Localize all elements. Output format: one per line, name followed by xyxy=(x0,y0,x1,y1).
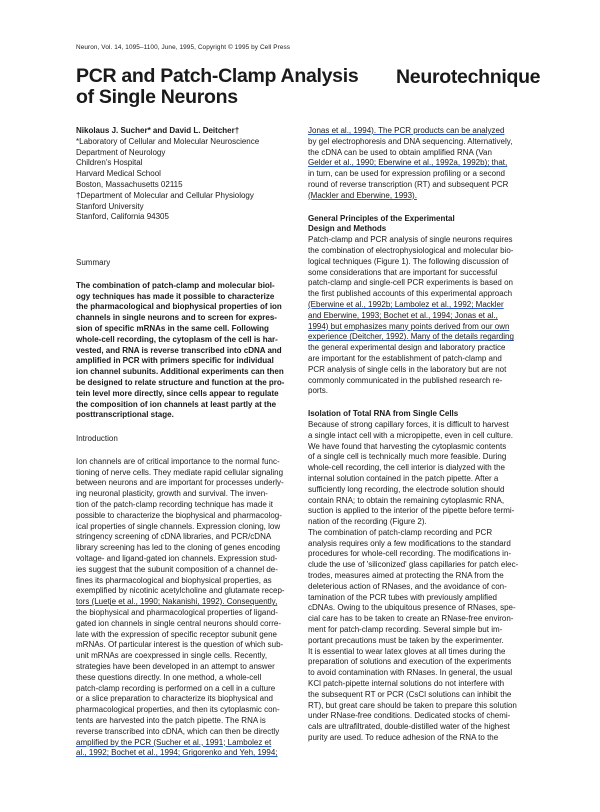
summary-heading: Summary xyxy=(76,258,111,267)
isolation-text xyxy=(308,420,528,744)
summary-line: channels in single neurons and to screen for expres- xyxy=(76,313,277,323)
principles-line: logical techniques (Figure 1). The following discussion of xyxy=(308,256,509,266)
isolation-line: analysis requires only a few modifications to the standard xyxy=(308,538,511,548)
isolation-line: sufficiently long recording, the electrode solution should xyxy=(308,484,505,494)
principles-line: Patch-clamp and PCR analysis of single neurons requires xyxy=(308,235,513,245)
isolation-line: a single intact cell with a micropipette, even in cell culture. xyxy=(308,430,513,440)
affiliation-line: Boston, Massachusetts 02115 xyxy=(76,179,183,189)
intro-line: ical properties of single channels. Expression cloning, low xyxy=(76,521,281,531)
principles-line: (Eberwine et al., 1992b; Lambolez et al., 1992; Mackler xyxy=(308,299,504,309)
isolation-line: cial care has to be taken to create an RNase-free environ- xyxy=(308,614,514,624)
summary-line: sion of specific mRNAs in the same cell. Following xyxy=(76,323,269,333)
summary-block xyxy=(76,258,296,421)
principles-line: patch-clamp and single-cell PCR experiments is based on xyxy=(308,278,513,288)
intro-line: ing neuronal plasticity, growth and survival. The inven- xyxy=(76,489,268,499)
isolation-line: ment for patch-clamp recording. Several simple but im- xyxy=(308,625,503,635)
principles-heading-line-1: General Principles of the Experimental xyxy=(308,213,455,223)
section-label: Neurotechnique xyxy=(396,66,541,88)
summary-line: The combination of patch-clamp and molecular biol- xyxy=(76,280,275,290)
journal-header: Neuron, Vol. 14, 1095–1100, June, 1995, Copyright © 1995 by Cell Press xyxy=(76,44,291,51)
principles-line: 1994) but emphasizes many points derived from our own xyxy=(308,321,510,331)
intro-continued-line: (Mackler and Eberwine, 1993). xyxy=(308,190,417,200)
intro-line: unit mRNAs are coexpressed in single cells. Recently, xyxy=(76,651,268,661)
intro-line: or a slice preparation to characterize its biophysical and xyxy=(76,694,273,704)
intro-line: Ion channels are of critical importance to the normal func- xyxy=(76,456,280,466)
intro-line: between neurons and are important for processes underly- xyxy=(76,478,284,488)
isolation-line: clude the use of 'siliconized' glass capillaries for patch elec- xyxy=(308,560,519,570)
isolation-line: of a single cell is technically much more feasible. During xyxy=(308,452,507,462)
title-line-1: PCR and Patch-Clamp Analysis xyxy=(76,65,359,87)
intro-line: gated ion channels in single central neurons should corre- xyxy=(76,618,282,628)
intro-continued-line: by gel electrophoresis and DNA sequencing. Alternatively, xyxy=(308,136,513,146)
intro-continued-line: the cDNA can be used to obtain amplified RNA (Van xyxy=(308,147,492,157)
intro-line: these questions directly. In one method, a whole-cell xyxy=(76,672,262,682)
intro-line: patch-clamp recording is performed on a cell in a culture xyxy=(76,683,276,693)
summary-line: the composition of ion channels at least partly at the xyxy=(76,399,277,409)
principles-line: some considerations that are important for successful xyxy=(308,267,498,277)
isolation-line: tamination of the PCR tubes with previously amplified xyxy=(308,592,497,602)
isolation-line: preparation of solutions and execution of the experiments xyxy=(308,657,512,667)
isolation-line: cDNAs. Owing to the ubiquitous presence of RNases, spe- xyxy=(308,603,516,613)
intro-line: ies suggest that the subunit composition of a channel de- xyxy=(76,564,278,574)
principles-line: are important for the establishment of patch-clamp and xyxy=(308,353,502,363)
intro-continued-line: in turn, can be used for expression profiling or a second xyxy=(308,169,506,179)
principles-line: the first published accounts of this experimental approach xyxy=(308,289,513,299)
principles-text xyxy=(308,235,528,397)
intro-heading: Introduction xyxy=(76,434,118,443)
summary-line: amplified in PCR with primers specific for individual xyxy=(76,356,274,366)
intro-line: mRNAs. Of particular interest is the question of which sub- xyxy=(76,640,284,650)
summary-text xyxy=(76,281,296,421)
intro-line: fines its pharmacological and biophysical properties, as xyxy=(76,575,272,585)
right-column xyxy=(308,126,528,744)
isolation-line: portant precautions must be taken by the experimenter. xyxy=(308,635,504,645)
intro-line: reverse transcribed into cDNA, which can then be directly xyxy=(76,726,280,736)
principles-line: and Eberwine, 1993; Bochet et al., 1994; Jonas et al., xyxy=(308,310,498,320)
affiliation-line: *Laboratory of Cellular and Molecular Neuroscience xyxy=(76,136,260,146)
summary-line: the pharmacological and biophysical properties of ion xyxy=(76,302,282,312)
isolation-line: to avoid contamination with RNases. In general, the usual xyxy=(308,668,513,678)
intro-line: library screening has led to the cloning of genes encoding xyxy=(76,543,281,553)
affiliation-line: Stanford, California 94305 xyxy=(76,212,169,222)
isolation-line: internal solution contained in the patch pipette. After a xyxy=(308,473,499,483)
intro-continued-text xyxy=(308,126,528,202)
intro-line: amplified by the PCR (Sucher et al., 1991; Lambolez et xyxy=(76,737,272,747)
intro-line: stringency screening of cDNA libraries, and PCR/cDNA xyxy=(76,532,272,542)
isolation-line: We have found that harvesting the cytoplasmic contents xyxy=(308,441,507,451)
principles-line: commonly communicated in the published research re- xyxy=(308,375,503,385)
principles-heading-line-2: Design and Methods xyxy=(308,224,387,234)
isolation-heading: Isolation of Total RNA from Single Cells xyxy=(308,409,459,419)
summary-line: ion channel subunits. Additional experiments can then xyxy=(76,367,284,377)
summary-line: vested, and RNA is reverse transcribed into cDNA and xyxy=(76,345,282,355)
affiliation-line: †Department of Molecular and Cellular Physiology xyxy=(76,190,254,200)
isolation-line: cals are ultrafiltrated, double-distilled water of the highest xyxy=(308,722,510,732)
affiliation-line: Harvard Medical School xyxy=(76,169,161,179)
intro-continued-line: Jonas et al., 1994). The PCR products can be analyzed xyxy=(308,126,505,135)
isolation-line: KCl patch-pipette internal solutions do not interfere with xyxy=(308,679,505,689)
isolation-line: whole-cell recording, the cell interior is dialyzed with the xyxy=(308,463,505,473)
principles-line: PCR analysis of single cells in the laboratory but are not xyxy=(308,364,507,374)
principles-line: experience (Deitcher, 1992). Many of the details regarding xyxy=(308,332,514,342)
isolation-line: suction is applied to the interior of the pipette before termi- xyxy=(308,506,515,516)
isolation-line: trodes, measures aimed at protecting the RNA from the xyxy=(308,571,504,581)
affiliation-line: Children's Hospital xyxy=(76,158,143,168)
intro-line: tents are harvested into the patch pipette. The RNA is xyxy=(76,715,266,725)
title-line-2: of Single Neurons xyxy=(76,86,238,108)
summary-line: posttranscriptional stage. xyxy=(76,410,174,420)
isolation-line: RT), but great care should be taken to prepare this solution xyxy=(308,700,517,710)
isolation-line: The combination of patch-clamp recording and PCR xyxy=(308,527,493,537)
summary-line: ogy techniques has made it possible to characterize xyxy=(76,291,275,301)
isolation-line: contain RNA; to obtain the remaining cytoplasmic RNA, xyxy=(308,495,505,505)
intro-line: possible to characterize the biophysical and pharmacolog- xyxy=(76,510,282,520)
isolation-line: Because of strong capillary forces, it is difficult to harvest xyxy=(308,419,509,429)
intro-line: tion of the patch-clamp recording technique has made it xyxy=(76,499,274,509)
isolation-line: nation of the recording (Figure 2). xyxy=(308,517,427,527)
authors: Nikolaus J. Sucher* and David L. Deitcher† xyxy=(76,126,240,135)
summary-line: whole-cell recording, the cytoplasm of the cell is har- xyxy=(76,334,278,344)
intro-line: tioning of nerve cells. They mediate rapid cellular signaling xyxy=(76,467,284,477)
intro-text xyxy=(76,457,296,759)
introduction-block xyxy=(76,434,296,759)
principles-line: the general experimental design and laboratory practice xyxy=(308,343,506,353)
intro-line: the biophysical and pharmacological properties of ligand- xyxy=(76,607,278,617)
article-title xyxy=(76,66,358,108)
isolation-line: purity are used. To reduce adhesion of the RNA to the xyxy=(308,733,499,743)
intro-line: late with the expression of specific receptor subunit gene xyxy=(76,629,278,639)
summary-line: be designed to relate structure and function at the pro- xyxy=(76,377,285,387)
principles-line: the combination of electrophysiological and molecular bio- xyxy=(308,245,514,255)
intro-continued-line: round of reverse transcription (RT) and subsequent PCR xyxy=(308,179,509,189)
intro-continued-line: Gelder et al., 1990; Eberwine et al., 1992a, 1992b); that, xyxy=(308,158,508,168)
isolation-line: the subsequent RT or PCR (CsCl solutions can inhibit the xyxy=(308,689,512,699)
intro-line: voltage- and ligand-gated ion channels. Expression stud- xyxy=(76,553,278,563)
affiliation-line: Department of Neurology xyxy=(76,147,166,157)
principles-line: ports. xyxy=(308,386,329,396)
intro-line: strategies have been developed in an attempt to answer xyxy=(76,661,275,671)
affiliation-line: Stanford University xyxy=(76,201,144,211)
left-column xyxy=(76,126,296,223)
intro-line: exemplified by nicotinic acetylcholine and glutamate recep- xyxy=(76,586,285,596)
intro-line: al., 1992; Bochet et al., 1994; Grigorenko and Yeh, 1994; xyxy=(76,748,278,758)
isolation-line: It is essential to wear latex gloves at all times during the xyxy=(308,646,506,656)
isolation-line: under RNase-free conditions. Dedicated stocks of chemi- xyxy=(308,711,511,721)
intro-line: pharmacological properties, and then its cytoplasmic con- xyxy=(76,705,280,715)
affiliations xyxy=(76,137,296,223)
intro-line: tors (Luetje et al., 1990; Nakanishi, 1992). Consequently, xyxy=(76,597,278,607)
isolation-line: procedures for whole-cell recording. The modifications in- xyxy=(308,549,512,559)
summary-line: tein level more directly, since cells appear to regulate xyxy=(76,388,279,398)
isolation-line: deleterious action of RNases, and the avoidance of con- xyxy=(308,581,507,591)
